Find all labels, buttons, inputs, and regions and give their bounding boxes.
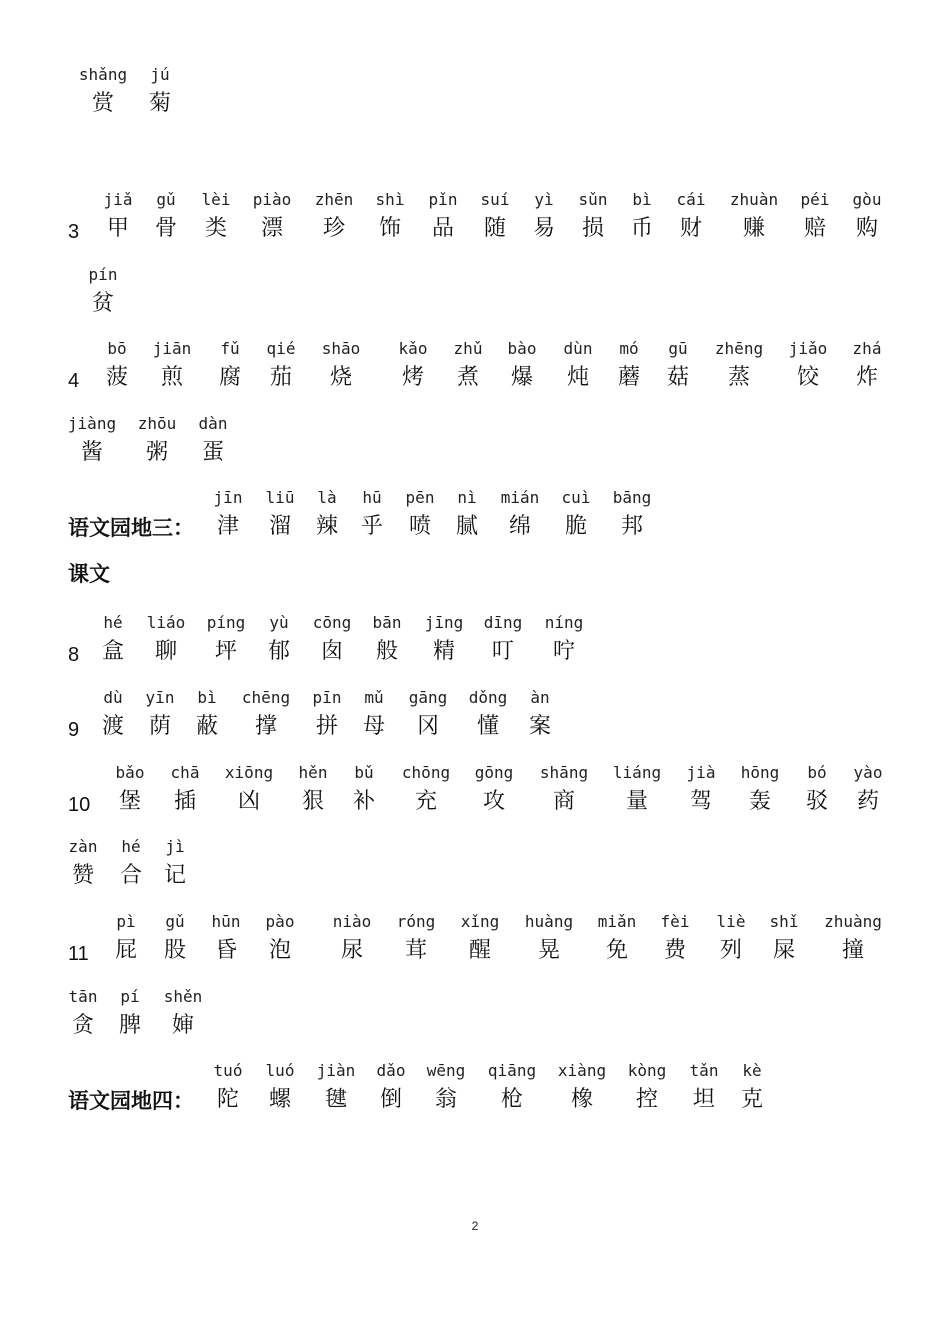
hanzi: 攻 — [482, 789, 506, 814]
hanzi: 赚 — [742, 216, 766, 241]
hanzi: 翁 — [434, 1087, 458, 1112]
hanzi: 冈 — [416, 714, 440, 739]
hanzi: 蔽 — [195, 714, 219, 739]
hanzi: 损 — [581, 216, 605, 241]
pinyin: niào — [332, 912, 372, 931]
hanzi: 补 — [352, 789, 376, 814]
pinyin: bào — [507, 339, 537, 358]
pinyin: mǔ — [364, 688, 384, 707]
hanzi: 凶 — [237, 789, 261, 814]
hanzi: 骨 — [154, 216, 178, 241]
hanzi: 陀 — [216, 1087, 240, 1112]
pinyin: chōng — [401, 763, 451, 782]
hanzi: 购 — [855, 216, 879, 241]
pinyin: pēn — [405, 488, 435, 507]
pinyin: gū — [668, 339, 688, 358]
hanzi: 煮 — [456, 365, 480, 390]
pinyin: tuó — [213, 1061, 243, 1080]
pinyin: shāng — [539, 763, 589, 782]
pinyin: xiàng — [557, 1061, 607, 1080]
vocab-row — [0, 488, 950, 548]
hanzi: 酱 — [80, 440, 104, 465]
hanzi: 泡 — [268, 938, 292, 963]
pinyin: mián — [500, 488, 540, 507]
pinyin: hūn — [211, 912, 241, 931]
hanzi: 控 — [635, 1087, 659, 1112]
pinyin: bó — [807, 763, 827, 782]
lesson-number: 3 — [68, 221, 80, 243]
pinyin: liáng — [612, 763, 662, 782]
hanzi: 屎 — [772, 938, 796, 963]
pinyin: róng — [396, 912, 436, 931]
pinyin: zàn — [68, 837, 98, 856]
pinyin: zhuàng — [824, 912, 882, 931]
pinyin: là — [317, 488, 337, 507]
hanzi: 绵 — [508, 514, 532, 539]
hanzi: 喷 — [408, 514, 432, 539]
pinyin: cái — [676, 190, 706, 209]
pinyin: gāng — [408, 688, 448, 707]
pinyin: zhuàn — [729, 190, 779, 209]
section-heading: 课文 — [68, 562, 110, 586]
vocab-row — [0, 65, 950, 125]
hanzi: 煎 — [160, 365, 184, 390]
pinyin: yīn — [145, 688, 175, 707]
pinyin: hōng — [740, 763, 780, 782]
hanzi: 尿 — [340, 938, 364, 963]
hanzi: 脆 — [564, 514, 588, 539]
hanzi: 药 — [856, 789, 880, 814]
pinyin: huàng — [524, 912, 574, 931]
hanzi: 母 — [362, 714, 386, 739]
pinyin: bō — [107, 339, 127, 358]
pinyin: fǔ — [220, 339, 240, 358]
pinyin: fèi — [660, 912, 690, 931]
pinyin: zhǔ — [453, 339, 483, 358]
hanzi: 烧 — [329, 365, 353, 390]
pinyin: shěn — [163, 987, 203, 1006]
vocab-row — [0, 339, 950, 399]
hanzi: 合 — [119, 863, 143, 888]
pinyin: bì — [197, 688, 217, 707]
pinyin: tǎn — [689, 1061, 719, 1080]
hanzi: 精 — [432, 639, 456, 664]
hanzi: 克 — [740, 1087, 764, 1112]
hanzi: 爆 — [510, 365, 534, 390]
hanzi: 叮 — [491, 639, 515, 664]
hanzi: 聊 — [154, 639, 178, 664]
pinyin: gòu — [852, 190, 882, 209]
pinyin: cuì — [561, 488, 591, 507]
pinyin: hé — [103, 613, 123, 632]
pinyin: pào — [265, 912, 295, 931]
hanzi: 甲 — [106, 216, 130, 241]
section-label: 语文园地三： — [68, 516, 194, 540]
hanzi: 溜 — [268, 514, 292, 539]
hanzi: 懂 — [476, 714, 500, 739]
hanzi: 漂 — [260, 216, 284, 241]
pinyin: chā — [170, 763, 200, 782]
hanzi: 插 — [173, 789, 197, 814]
pinyin: dǒng — [468, 688, 508, 707]
pinyin: kǎo — [398, 339, 428, 358]
pinyin: liáo — [146, 613, 186, 632]
hanzi: 坦 — [692, 1087, 716, 1112]
hanzi: 晃 — [537, 938, 561, 963]
hanzi: 股 — [163, 938, 187, 963]
vocab-row — [0, 265, 950, 325]
pinyin: yì — [534, 190, 554, 209]
pinyin: píng — [206, 613, 246, 632]
pinyin: gǔ — [156, 190, 176, 209]
hanzi: 腐 — [218, 365, 242, 390]
pinyin: qié — [266, 339, 296, 358]
hanzi: 珍 — [322, 216, 346, 241]
pinyin: kòng — [627, 1061, 667, 1080]
hanzi: 饰 — [378, 216, 402, 241]
vocab-row — [0, 414, 950, 474]
vocab-row — [0, 688, 950, 748]
section-label: 语文园地四： — [68, 1089, 194, 1113]
hanzi: 粥 — [145, 440, 169, 465]
pinyin: hé — [121, 837, 141, 856]
hanzi: 拼 — [315, 714, 339, 739]
pinyin: bān — [372, 613, 402, 632]
pinyin: gōng — [474, 763, 514, 782]
hanzi: 轰 — [748, 789, 772, 814]
pinyin: jiǎ — [103, 190, 133, 209]
hanzi: 枪 — [500, 1087, 524, 1112]
pinyin: nì — [457, 488, 477, 507]
pinyin: zhēng — [714, 339, 764, 358]
hanzi: 费 — [663, 938, 687, 963]
hanzi: 咛 — [552, 639, 576, 664]
hanzi: 烤 — [401, 365, 425, 390]
hanzi: 赏 — [91, 91, 115, 116]
hanzi: 随 — [483, 216, 507, 241]
hanzi: 菇 — [666, 365, 690, 390]
pinyin: hū — [362, 488, 382, 507]
hanzi: 蛋 — [201, 440, 225, 465]
hanzi: 乎 — [360, 514, 384, 539]
pinyin: shāo — [321, 339, 361, 358]
pinyin: luó — [265, 1061, 295, 1080]
hanzi: 量 — [625, 789, 649, 814]
hanzi: 螺 — [268, 1087, 292, 1112]
hanzi: 炖 — [566, 365, 590, 390]
pinyin: bì — [632, 190, 652, 209]
hanzi: 易 — [532, 216, 556, 241]
pinyin: liū — [265, 488, 295, 507]
hanzi: 渡 — [101, 714, 125, 739]
pinyin: tān — [68, 987, 98, 1006]
pinyin: pì — [116, 912, 136, 931]
vocab-row — [0, 1061, 950, 1121]
hanzi: 驾 — [689, 789, 713, 814]
pinyin: níng — [544, 613, 584, 632]
pinyin: hěn — [298, 763, 328, 782]
hanzi: 郁 — [267, 639, 291, 664]
hanzi: 橡 — [570, 1087, 594, 1112]
hanzi: 列 — [719, 938, 743, 963]
hanzi: 昏 — [214, 938, 238, 963]
pinyin: bǔ — [354, 763, 374, 782]
hanzi: 茄 — [269, 365, 293, 390]
pinyin: jīng — [424, 613, 464, 632]
pinyin: jú — [150, 65, 170, 84]
pinyin: miǎn — [597, 912, 637, 931]
hanzi: 赔 — [803, 216, 827, 241]
pinyin: yào — [853, 763, 883, 782]
pinyin: yù — [269, 613, 289, 632]
pinyin: xiōng — [224, 763, 274, 782]
pinyin: jiān — [152, 339, 192, 358]
hanzi: 类 — [204, 216, 228, 241]
hanzi: 撞 — [841, 938, 865, 963]
hanzi: 堡 — [118, 789, 142, 814]
hanzi: 币 — [630, 216, 654, 241]
pinyin: dǎo — [376, 1061, 406, 1080]
pinyin: suí — [480, 190, 510, 209]
hanzi: 狠 — [301, 789, 325, 814]
pinyin: bāng — [612, 488, 652, 507]
pinyin: kè — [742, 1061, 762, 1080]
vocab-row — [0, 613, 950, 673]
pinyin: zhēn — [314, 190, 354, 209]
pinyin: jiàng — [67, 414, 117, 433]
pinyin: pín — [88, 265, 118, 284]
pinyin: jiǎo — [788, 339, 828, 358]
hanzi: 贪 — [71, 1013, 95, 1038]
hanzi: 蘑 — [617, 365, 641, 390]
lesson-number: 10 — [68, 794, 91, 816]
pinyin: wēng — [426, 1061, 466, 1080]
hanzi: 记 — [163, 863, 187, 888]
pinyin: gǔ — [165, 912, 185, 931]
pinyin: zhá — [852, 339, 882, 358]
pinyin: mó — [619, 339, 639, 358]
pinyin: dù — [103, 688, 123, 707]
pinyin: jì — [165, 837, 185, 856]
pinyin: sǔn — [578, 190, 608, 209]
pinyin: liè — [716, 912, 746, 931]
vocab-row — [0, 837, 950, 897]
hanzi: 醒 — [468, 938, 492, 963]
hanzi: 屁 — [114, 938, 138, 963]
hanzi: 充 — [414, 789, 438, 814]
pinyin: pí — [120, 987, 140, 1006]
pinyin: shǐ — [769, 912, 799, 931]
hanzi: 炸 — [855, 365, 879, 390]
pinyin: dàn — [198, 414, 228, 433]
pinyin: jiàn — [316, 1061, 356, 1080]
hanzi: 毽 — [324, 1087, 348, 1112]
pinyin: piào — [252, 190, 292, 209]
vocab-row — [0, 987, 950, 1047]
pinyin: lèi — [201, 190, 231, 209]
hanzi: 菠 — [105, 365, 129, 390]
hanzi: 脾 — [118, 1013, 142, 1038]
page-number: 2 — [471, 1219, 479, 1233]
pinyin: jià — [686, 763, 716, 782]
pinyin: péi — [800, 190, 830, 209]
hanzi: 辣 — [315, 514, 339, 539]
vocab-row — [0, 190, 950, 250]
pinyin: àn — [530, 688, 550, 707]
hanzi: 盒 — [101, 639, 125, 664]
pinyin: qiāng — [487, 1061, 537, 1080]
hanzi: 津 — [216, 514, 240, 539]
hanzi: 赞 — [71, 863, 95, 888]
lesson-number: 9 — [68, 719, 80, 741]
hanzi: 倒 — [379, 1087, 403, 1112]
hanzi: 囱 — [320, 639, 344, 664]
pinyin: xǐng — [460, 912, 500, 931]
pinyin: chēng — [241, 688, 291, 707]
hanzi: 菊 — [148, 91, 172, 116]
hanzi: 腻 — [455, 514, 479, 539]
hanzi: 免 — [605, 938, 629, 963]
hanzi: 邦 — [620, 514, 644, 539]
vocab-row — [0, 912, 950, 972]
pinyin: bǎo — [115, 763, 145, 782]
lesson-number: 11 — [68, 943, 89, 965]
hanzi: 坪 — [214, 639, 238, 664]
hanzi: 驳 — [805, 789, 829, 814]
hanzi: 撑 — [254, 714, 278, 739]
pinyin: jīn — [213, 488, 243, 507]
hanzi: 贫 — [91, 291, 115, 316]
hanzi: 案 — [528, 714, 552, 739]
pinyin: pīn — [312, 688, 342, 707]
pinyin: shì — [375, 190, 405, 209]
hanzi: 饺 — [796, 365, 820, 390]
pinyin: shǎng — [78, 65, 128, 84]
hanzi: 荫 — [148, 714, 172, 739]
hanzi: 商 — [552, 789, 576, 814]
pinyin: zhōu — [137, 414, 177, 433]
pinyin: pǐn — [428, 190, 458, 209]
lesson-number: 8 — [68, 644, 80, 666]
hanzi: 婶 — [171, 1013, 195, 1038]
lesson-number: 4 — [68, 370, 80, 392]
hanzi: 蒸 — [727, 365, 751, 390]
pinyin: dīng — [483, 613, 523, 632]
hanzi: 财 — [679, 216, 703, 241]
hanzi: 品 — [431, 216, 455, 241]
pinyin: cōng — [312, 613, 352, 632]
hanzi: 茸 — [404, 938, 428, 963]
hanzi: 般 — [375, 639, 399, 664]
vocab-row — [0, 763, 950, 823]
pinyin: dùn — [563, 339, 593, 358]
